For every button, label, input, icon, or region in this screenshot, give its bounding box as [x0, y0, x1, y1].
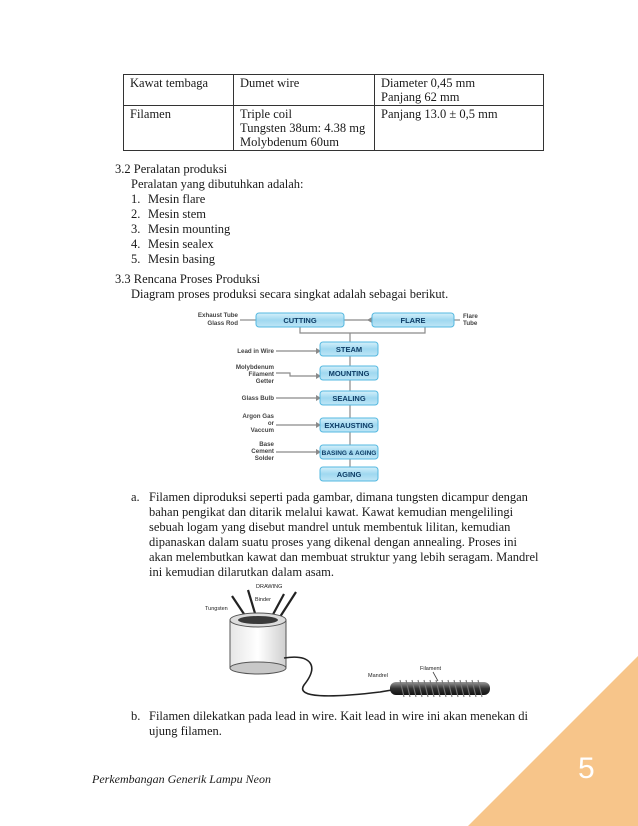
table-cell: Filamen [124, 106, 234, 151]
paragraph-line: ini kemudian dilarutkan dalam asam. [149, 565, 335, 579]
step-label: CUTTING [283, 316, 317, 325]
input-label: Solder [254, 455, 274, 462]
paragraph-line: sebuah logam yang disebut mandrel untuk membentuk lilitan, kemudian [149, 520, 511, 534]
cell-line: Diameter 0,45 mm [381, 76, 476, 90]
cell-line: Panjang 13.0 ± 0,5 mm [381, 107, 498, 121]
paragraph-line: bahan pengikat dan ditarik melalui kawat. Kawat kemudian mengelilingi [149, 505, 514, 519]
figure-label: Filament [420, 666, 442, 672]
input-label: Lead in Wire [237, 348, 274, 355]
input-label: Base [259, 441, 274, 448]
paragraph-line: akan melembutkan kawat dan membuat struktur yang lebih seragam. Mandrel [149, 550, 539, 564]
input-label: Filament [248, 371, 274, 378]
input-label: Vaccum [250, 427, 274, 434]
input-label: or [267, 420, 274, 427]
list-item: 5. Mesin basing [131, 252, 216, 266]
step-label: MOUNTING [328, 369, 370, 378]
list-item: 1. Mesin flare [131, 192, 206, 206]
step-label: BASING & AGING [321, 450, 377, 457]
section-heading: 3.2 Peralatan produksi [115, 162, 228, 176]
list-item: 4. Mesin sealex [131, 237, 214, 251]
input-label: Flare [463, 313, 478, 320]
input-label: Getter [255, 378, 274, 385]
input-label: Tube [463, 320, 478, 327]
input-label: Exhaust Tube [197, 312, 238, 319]
table-cell: Kawat tembaga [124, 75, 234, 106]
paragraph-label: a. [131, 490, 140, 504]
step-label: EXHAUSTING [324, 421, 374, 430]
section-heading: 3.3 Rencana Proses Produksi [115, 272, 261, 286]
cell-line: Panjang 62 mm [381, 90, 460, 104]
list-item: 3. Mesin mounting [131, 222, 231, 236]
input-label: Cement [251, 448, 274, 455]
input-label: Argon Gas [242, 413, 274, 420]
figure-label: DRAWING [256, 584, 283, 590]
cell-line: Triple coil [240, 107, 292, 121]
list-item: 2. Mesin stem [131, 207, 206, 221]
step-label: AGING [336, 470, 362, 479]
footer-title: Perkembangan Generik Lampu Neon [92, 772, 271, 786]
section-intro: Diagram proses produksi secara singkat adalah sebagai berikut. [131, 287, 449, 301]
section-intro: Peralatan yang dibutuhkan adalah: [131, 177, 304, 191]
cell-line: Tungsten 38um: 4.38 mg [240, 121, 366, 135]
step-label: SEALING [332, 394, 366, 403]
input-label: Glass Rod [207, 320, 238, 327]
paragraph-line: Filamen dilekatkan pada lead in wire. Kait lead in wire ini akan menekan di [149, 709, 529, 723]
paragraph-line: Filamen diproduksi seperti pada gambar, dimana tungsten dicampur dengan [149, 490, 528, 504]
input-label: Molybdenum [235, 364, 274, 371]
input-label: Glass Bulb [241, 395, 274, 402]
paragraph-line: dipanaskan dalam suatu proses yang dikenal dengan annealing. Proses ini [149, 535, 517, 549]
cell-line: Dumet wire [240, 76, 300, 90]
step-label: STEAM [335, 345, 363, 354]
figure-label: Tungsten [205, 606, 228, 612]
paragraph-line: ujung filamen. [149, 724, 222, 738]
cell-line: Molybdenum 60um [240, 135, 339, 149]
figure-label: Mandrel [368, 673, 388, 679]
page-number: 5 [578, 752, 595, 785]
paragraph-label: b. [131, 709, 141, 723]
step-label: FLARE [400, 316, 426, 325]
figure-label: Binder [255, 597, 271, 603]
